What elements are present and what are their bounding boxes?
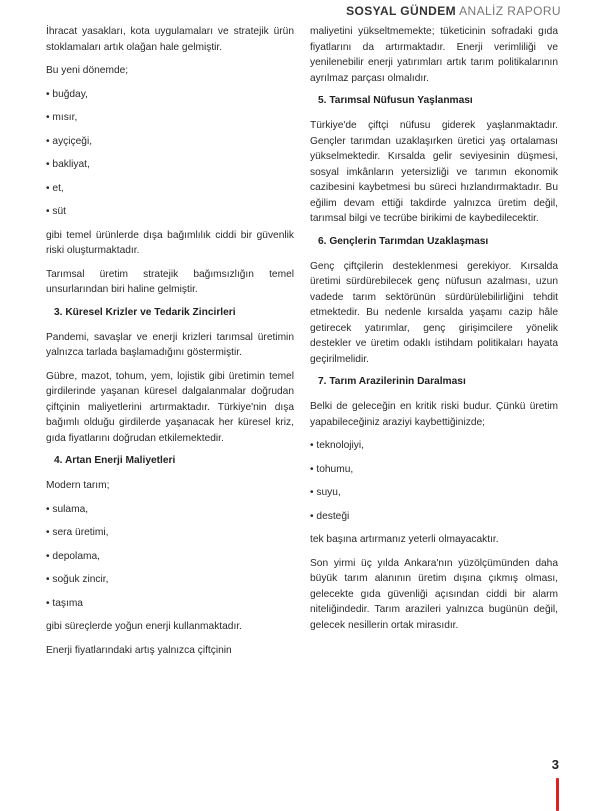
paragraph: Son yirmi üç yılda Ankara'nın yüzölçümünden daha büyük tarım alanının üretim dışına çıkmış olması, gelecekte gıda güvenliği açısından ciddi bir alarm niteliğindedir. Tarım arazileri yalnızca bugünün değil, gelecek nesillerin ortak mirasıdır. [310, 557, 558, 631]
header-subtitle: ANALİZ RAPORU [459, 4, 561, 18]
paragraph: Belki de geleceğin en kritik riski budur. Çünkü üretim yapabileceğiniz araziyi kaybettiğinizde; [310, 401, 558, 428]
list-item: • teknolojiyi, [310, 440, 364, 451]
paragraph: Modern tarım; [46, 480, 110, 491]
paragraph: İhracat yasakları, kota uygulamaları ve stratejik ürün stoklamaları artık olağan hale gelmiştir. [46, 26, 294, 53]
list-item: • sulama, [46, 503, 89, 515]
section-heading: 3. Küresel Krizler ve Tedarik Zincirleri [54, 306, 236, 318]
accent-bar [556, 778, 559, 811]
list-item: • tohumu, [310, 463, 354, 475]
list-item: • süt [46, 206, 66, 217]
running-header [346, 4, 561, 18]
paragraph: gibi süreçlerde yoğun enerji kullanmaktadır. [46, 621, 242, 632]
paragraph: Pandemi, savaşlar ve enerji krizleri tarımsal üretimin yalnızca tarlada başlamadığını göstermiştir. [46, 331, 294, 358]
list-item: • depolama, [46, 550, 100, 562]
paragraph: Tarımsal üretim stratejik bağımsızlığın temel unsurlarından biri haline gelmiştir. [46, 268, 294, 295]
paragraph: Enerji fiyatlarındaki artış yalnızca çiftçinin [46, 644, 232, 656]
list-item: • soğuk zincir, [46, 574, 109, 585]
list-item: • ayçiçeği, [46, 135, 93, 147]
list-item: • et, [46, 182, 64, 194]
header-title: SOSYAL GÜNDEM [346, 4, 457, 18]
list-item: • bakliyat, [46, 159, 90, 170]
list-item: • suyu, [310, 487, 341, 498]
page-number: 3 [551, 757, 559, 772]
paragraph: maliyetini yükseltmemekte; tüketicinin sofradaki gıda fiyatlarını da artırmaktadır. Enerji verimliliği ve yenilenebilir enerji yatırımları artık tarım politikalarının ayrılmaz parçası olmalıdır. [310, 26, 558, 84]
left-column [46, 24, 294, 666]
list-item: • sera üretimi, [46, 527, 109, 538]
paragraph: Gübre, mazot, tohum, yem, lojistik gibi üretimin temel girdilerinde yaşanan küresel dalgalanmalar doğrudan çiftçinin maliyetlerini artırmaktadır. Türkiye'nin dışa bağımlı olduğu girdilerde yaşanacak her küresel kriz, gıda fiyatlarını doğrudan etkilemektedir. [46, 370, 294, 444]
page-footer [533, 758, 559, 772]
list-item: • desteği [310, 510, 350, 522]
section-heading: 4. Artan Enerji Maliyetleri [54, 455, 176, 466]
section-heading: 7. Tarım Arazilerinin Daralması [318, 376, 466, 387]
section-heading: 5. Tarımsal Nüfusun Yaşlanması [318, 95, 473, 106]
list-item: • mısır, [46, 112, 78, 123]
list-item: • buğday, [46, 88, 88, 100]
paragraph: Genç çiftçilerin desteklenmesi gerekiyor. Kırsalda üretimi sürdürebilecek genç nüfusun azalması, uzun vadede tarım sektörünün sürdürülebilirliğini tehdit etmektedir. Bu nedenle kırsalda yaşamı cazip hâle getirecek yatırımlar, genç girişimcilere yönelik destekler ve üretim odaklı istihdam politikaları hayata geçirilmelidir. [310, 260, 558, 365]
section-heading: 6. Gençlerin Tarımdan Uzaklaşması [318, 235, 489, 247]
paragraph: gibi temel ürünlerde dışa bağımlılık ciddi bir güvenlik riski oluşturmaktadır. [46, 229, 294, 256]
paragraph: Türkiye'de çiftçi nüfusu giderek yaşlanmaktadır. Gençler tarımdan uzaklaşırken üretici yaş ortalaması yükselmektedir. Kırsalda gelir seviyesinin düşmesi, sosyal imkânların yetersizliği ve tarımın ekonomik cazibesini kaybetmesi bu süreci hızlandırmaktadır. Bu eğilim devam ettiği takdirde yalnızca üretim değil, tarımsal bilgi ve tecrübe birikimi de kaybedilecektir. [310, 120, 558, 224]
right-column [310, 24, 558, 641]
paragraph: tek başına artırmanız yeterli olmayacaktır. [310, 534, 499, 545]
list-item: • taşıma [46, 597, 83, 609]
paragraph: Bu yeni dönemde; [46, 65, 129, 76]
